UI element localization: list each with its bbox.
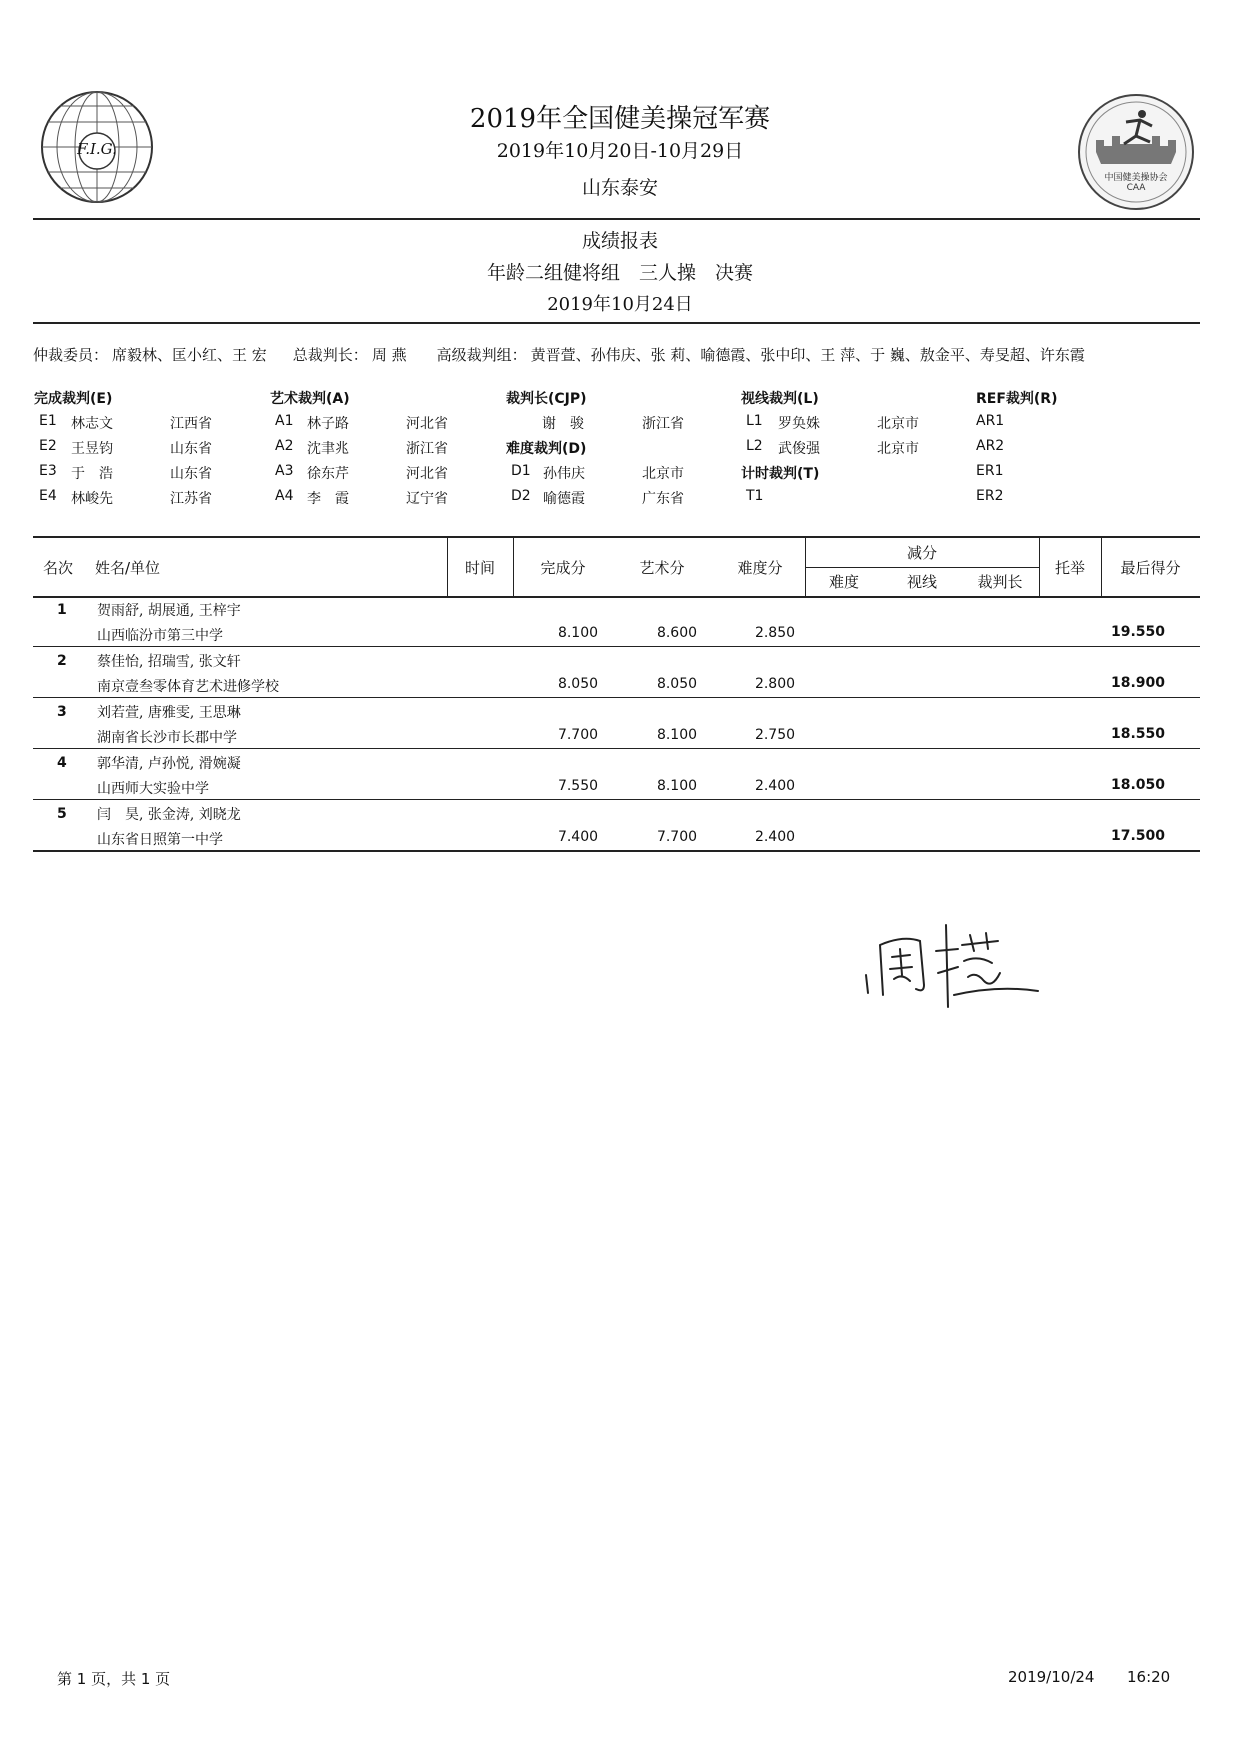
col-ded-cjp: 裁判长 — [977, 573, 1023, 591]
artistic-score: 8.100 — [656, 778, 698, 794]
judge-code: A1 — [275, 413, 294, 429]
competition-dates: 2019年10月20日-10月29日 — [496, 140, 744, 162]
results-table-header — [33, 536, 1200, 598]
col-time: 时间 — [464, 558, 495, 577]
col-difficulty: 难度分 — [737, 558, 783, 577]
judge-code: E2 — [39, 438, 57, 454]
jury-label: 仲裁委员： — [33, 346, 109, 364]
judge-code: A4 — [275, 488, 294, 504]
difficulty-score: 2.400 — [754, 778, 796, 794]
judge-code: D2 — [511, 488, 531, 504]
judge-code: A3 — [275, 463, 294, 479]
senior-names: 黄晋萱、孙伟庆、张 莉、喻德霞、张中印、王 萍、于 巍、敖金平、寿旻超、许东霞 — [530, 346, 1085, 364]
athlete-names: 郭华清, 卢孙悦, 滑婉凝 — [97, 756, 241, 772]
cjp-province: 浙江省 — [642, 416, 684, 432]
judge-province: 北京市 — [877, 416, 919, 432]
report-divider — [33, 322, 1200, 324]
artistic-score: 7.700 — [656, 829, 698, 845]
report-subtitle: 年龄二组健将组 三人操 决赛 — [486, 262, 753, 284]
ref-code: AR2 — [976, 438, 1005, 454]
table-row — [33, 698, 1200, 749]
table-row — [33, 800, 1200, 852]
table-row — [33, 647, 1200, 698]
final-score: 18.550 — [1110, 726, 1165, 742]
judge-name: 喻德霞 — [543, 491, 585, 507]
judge-name: 沈聿兆 — [307, 441, 349, 457]
col-execution: 完成分 — [540, 558, 586, 577]
judge-code: E1 — [39, 413, 57, 429]
athlete-names: 闫 昊, 张金涛, 刘晓龙 — [97, 807, 241, 823]
ref-judges-title: REF裁判(R) — [976, 391, 1058, 407]
judge-code: T1 — [746, 488, 764, 504]
col-final: 最后得分 — [1120, 558, 1181, 577]
artistic-score: 8.600 — [656, 625, 698, 641]
execution-score: 7.700 — [557, 727, 599, 743]
ref-code: ER1 — [976, 463, 1004, 479]
judge-province: 北京市 — [642, 466, 684, 482]
caa-logo-abbr: CAA — [1126, 183, 1146, 193]
print-date: 2019/10/24 — [1008, 1668, 1095, 1686]
officials-line — [33, 344, 1213, 365]
judge-name: 李 霞 — [307, 491, 349, 507]
competition-title: 2019年全国健美操冠军赛 — [469, 104, 771, 134]
jury-names: 席毅林、匡小红、王 宏 — [112, 346, 267, 364]
ref-code: ER2 — [976, 488, 1004, 504]
rank: 3 — [57, 704, 67, 720]
execution-score: 8.050 — [557, 676, 599, 692]
col-ded-difficulty: 难度 — [828, 573, 859, 591]
execution-judges-title: 完成裁判(E) — [34, 391, 113, 407]
col-deductions: 减分 — [906, 544, 937, 562]
judge-province: 江西省 — [170, 416, 212, 432]
judge-name: 王昱钧 — [71, 441, 113, 457]
cjp-title: 裁判长(CJP) — [506, 391, 587, 407]
judge-province: 山东省 — [170, 466, 212, 482]
club: 山西临汾市第三中学 — [97, 628, 223, 644]
judge-name: 于 浩 — [71, 466, 113, 482]
judge-province: 广东省 — [642, 491, 684, 507]
page-number: 第 1 页，共 1 页 — [57, 1670, 171, 1688]
difficulty-judges-title: 难度裁判(D) — [506, 441, 587, 457]
competition-venue: 山东泰安 — [581, 177, 658, 199]
judge-code: A2 — [275, 438, 294, 454]
artistic-score: 8.100 — [656, 727, 698, 743]
judge-province: 山东省 — [170, 441, 212, 457]
line-judges-title: 视线裁判(L) — [741, 391, 819, 407]
table-row — [33, 596, 1200, 647]
ref-code: AR1 — [976, 413, 1005, 429]
print-time: 16:20 — [1127, 1668, 1171, 1686]
execution-score: 8.100 — [557, 625, 599, 641]
final-score: 18.050 — [1110, 777, 1165, 793]
athlete-names: 刘若萱, 唐雅雯, 王思琳 — [97, 705, 241, 721]
artistic-judges-title: 艺术裁判(A) — [270, 391, 350, 407]
signature — [858, 915, 1043, 1010]
col-name: 姓名/单位 — [95, 558, 161, 577]
judge-province: 河北省 — [406, 416, 448, 432]
difficulty-score: 2.400 — [754, 829, 796, 845]
rank: 2 — [57, 653, 67, 669]
judge-name: 武俊强 — [778, 441, 820, 457]
caa-logo-text: 中国健美操协会 — [1104, 173, 1168, 183]
cjp-name: 谢 骏 — [542, 416, 584, 432]
rank: 1 — [57, 602, 67, 618]
judge-name: 孙伟庆 — [543, 466, 585, 482]
judge-province: 北京市 — [877, 441, 919, 457]
judge-province: 江苏省 — [170, 491, 212, 507]
judge-name: 林峻先 — [71, 491, 113, 507]
judge-province: 浙江省 — [406, 441, 448, 457]
club: 湖南省长沙市长郡中学 — [97, 730, 237, 746]
time-judges-title: 计时裁判(T) — [741, 466, 820, 482]
judge-code: E4 — [39, 488, 57, 504]
athlete-names: 蔡佳怡, 招瑞雪, 张文轩 — [97, 654, 241, 670]
judge-code: E3 — [39, 463, 57, 479]
rank: 4 — [57, 755, 67, 771]
col-ded-line: 视线 — [906, 573, 937, 591]
rank: 5 — [57, 806, 67, 822]
judge-province: 辽宁省 — [406, 491, 448, 507]
judge-code: L1 — [746, 413, 763, 429]
judge-name: 罗奂姝 — [778, 416, 820, 432]
club: 山西师大实验中学 — [97, 781, 209, 797]
difficulty-score: 2.800 — [754, 676, 796, 692]
table-row — [33, 749, 1200, 800]
judge-code: L2 — [746, 438, 763, 454]
judge-name: 林子路 — [307, 416, 349, 432]
judge-code: D1 — [511, 463, 531, 479]
col-artistic: 艺术分 — [639, 558, 685, 577]
difficulty-score: 2.850 — [754, 625, 796, 641]
col-rank: 名次 — [42, 558, 73, 577]
execution-score: 7.550 — [557, 778, 599, 794]
senior-label: 高级裁判组： — [436, 346, 527, 364]
fig-logo-text: F.I.G. — [77, 140, 117, 158]
execution-score: 7.400 — [557, 829, 599, 845]
judge-name: 林志文 — [71, 416, 113, 432]
report-date: 2019年10月24日 — [547, 294, 693, 315]
header-divider — [33, 218, 1200, 220]
club: 山东省日照第一中学 — [97, 832, 223, 848]
final-score: 19.550 — [1110, 624, 1165, 640]
final-score: 18.900 — [1110, 675, 1165, 691]
artistic-score: 8.050 — [656, 676, 698, 692]
final-score: 17.500 — [1110, 828, 1165, 844]
club: 南京壹叁零体育艺术进修学校 — [97, 679, 279, 695]
report-title: 成绩报表 — [581, 230, 658, 252]
judge-name: 徐东芹 — [307, 466, 349, 482]
judge-province: 河北省 — [406, 466, 448, 482]
athlete-names: 贺雨舒, 胡展通, 王梓宇 — [97, 603, 241, 619]
chief-label: 总裁判长： — [292, 346, 368, 364]
difficulty-score: 2.750 — [754, 727, 796, 743]
chief-name: 周 燕 — [371, 346, 407, 364]
col-lift: 托举 — [1054, 558, 1085, 577]
